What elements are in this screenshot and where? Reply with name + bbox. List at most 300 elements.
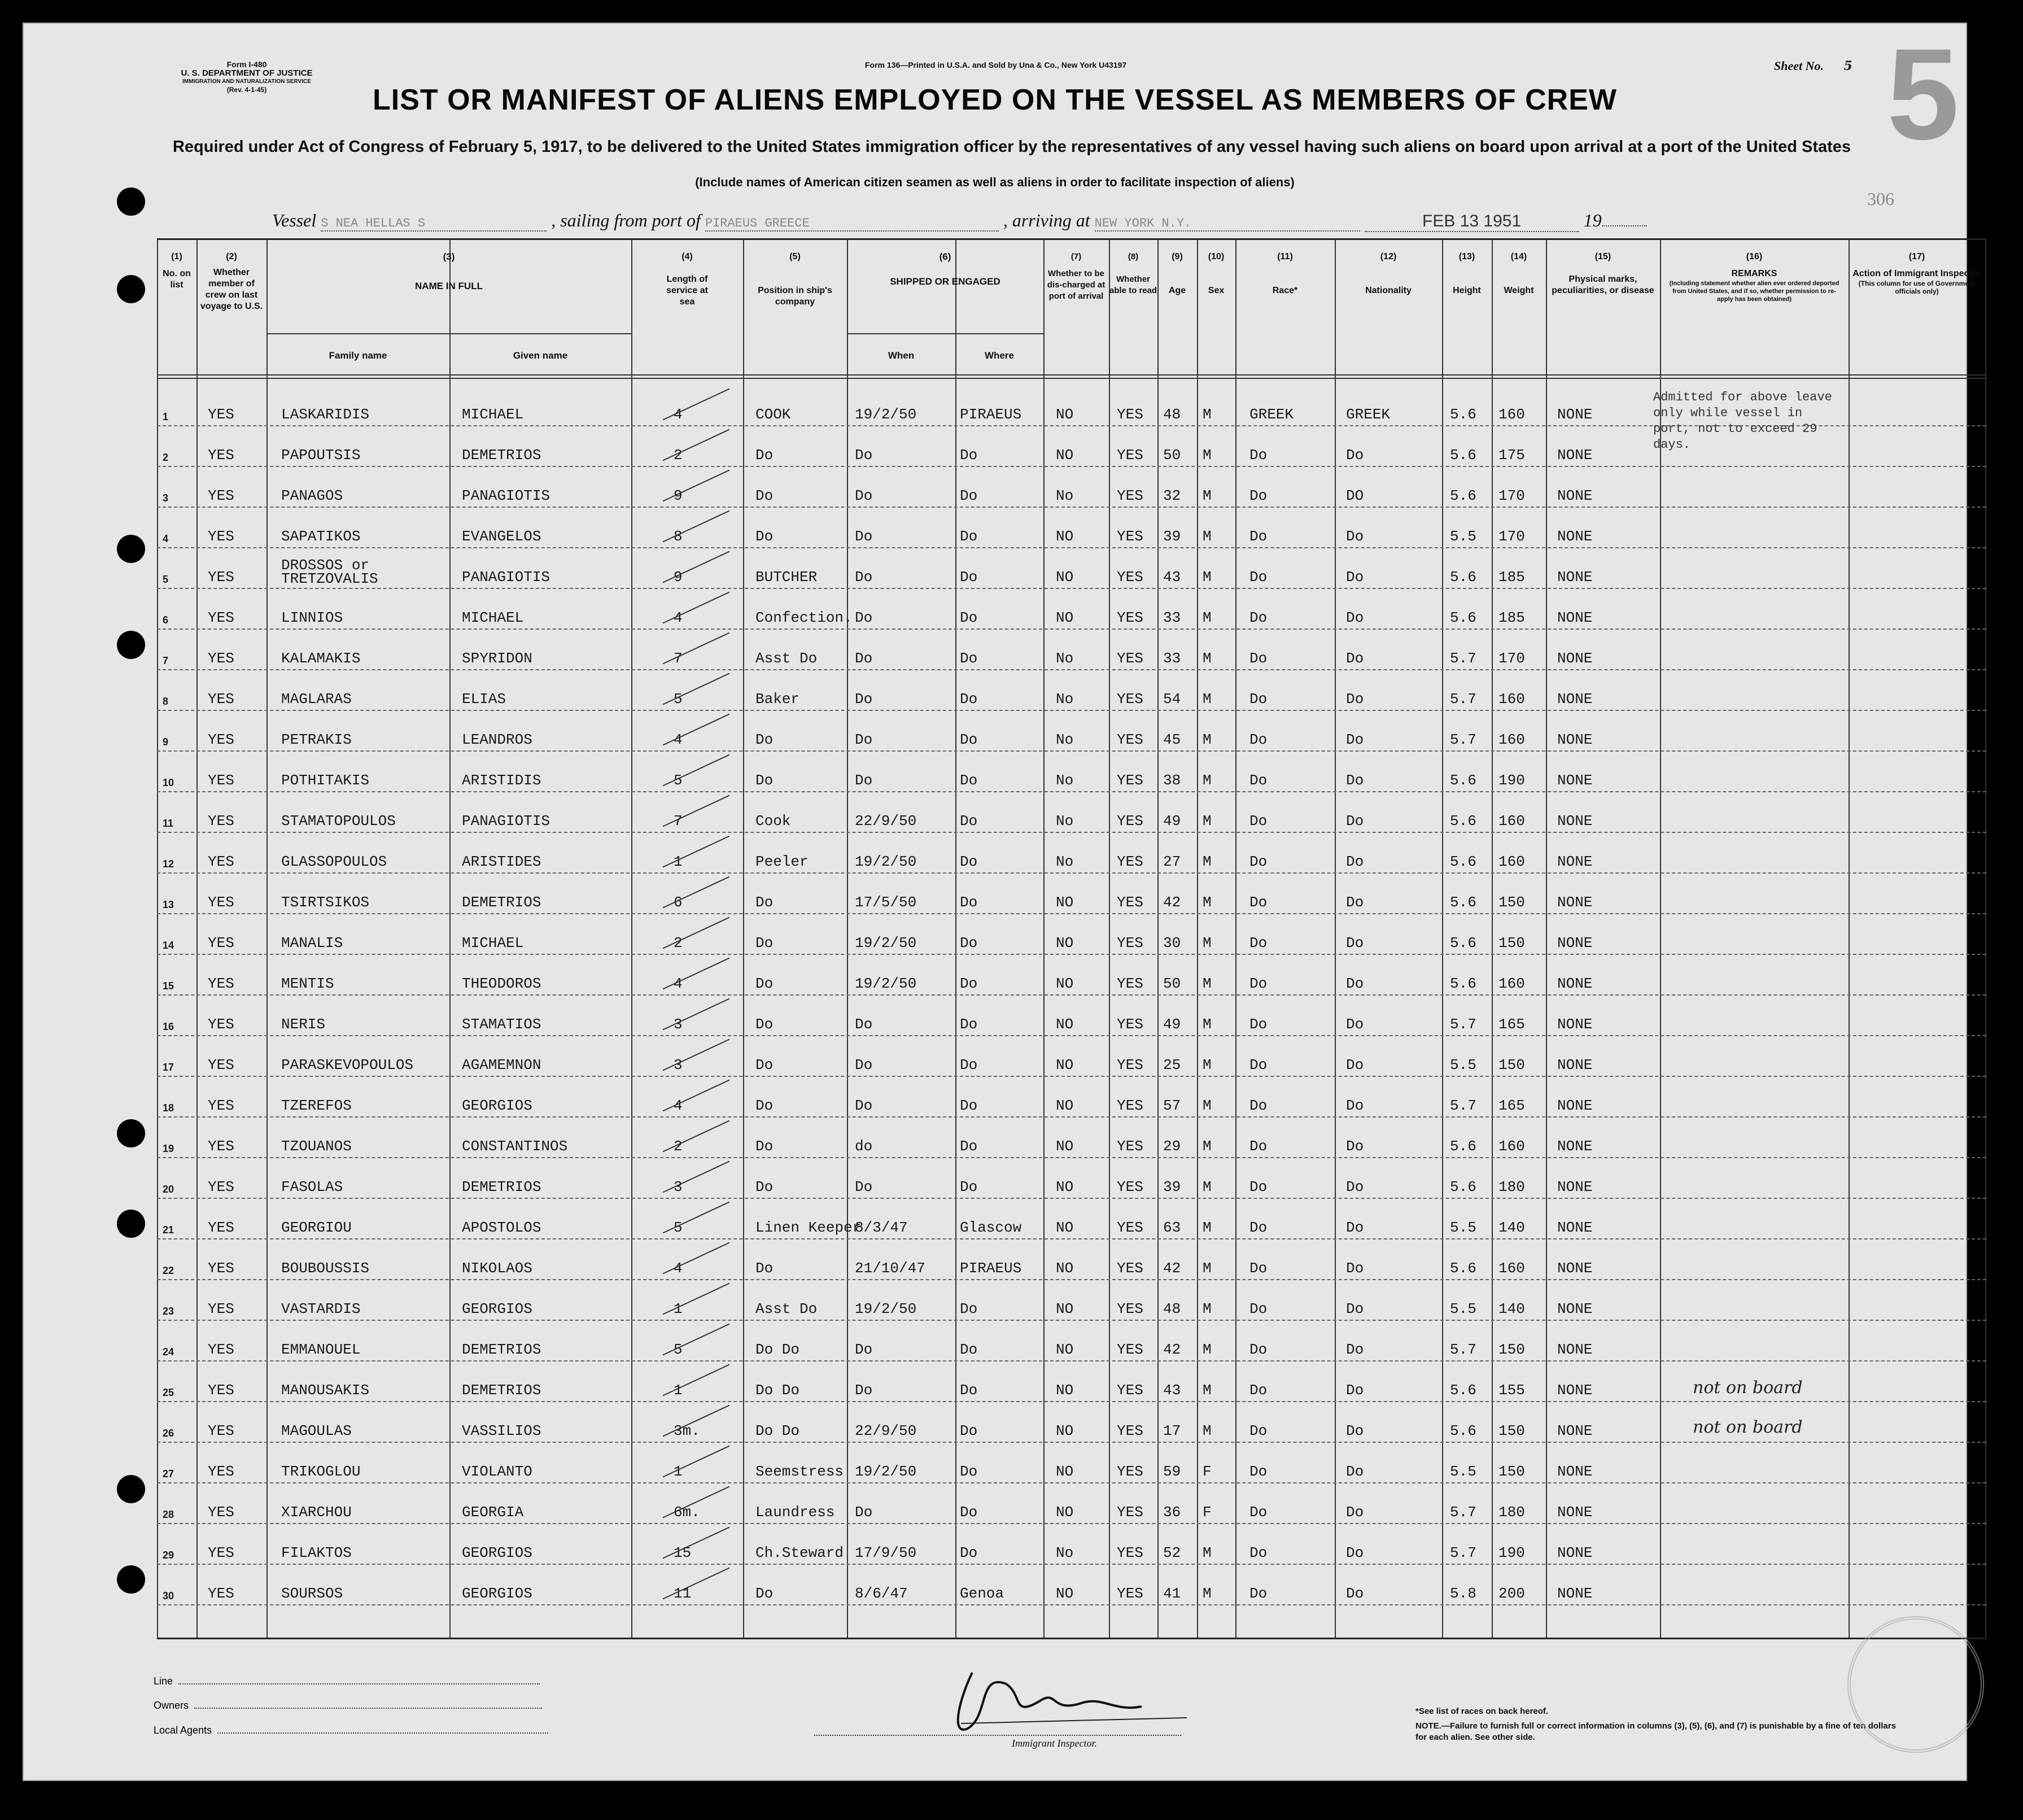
- given-name: ARISTIDIS: [462, 772, 541, 789]
- age: 52: [1163, 1544, 1181, 1561]
- able-to-read: YES: [1117, 487, 1143, 504]
- binder-hole: [117, 1565, 145, 1594]
- shipped-where: Do: [960, 569, 978, 586]
- crew-last-voyage: YES: [208, 813, 234, 830]
- col6a-header: When: [888, 350, 915, 361]
- pencil-check-mark: [663, 632, 730, 665]
- shipped-when: Do: [855, 1057, 873, 1073]
- able-to-read: YES: [1117, 1300, 1143, 1317]
- position: Asst Do: [755, 1300, 818, 1317]
- vessel-name: S NEA HELLAS S: [321, 216, 547, 232]
- binder-hole: [117, 275, 145, 303]
- crew-last-voyage: YES: [208, 731, 234, 748]
- position: Do: [755, 487, 774, 504]
- age: 43: [1163, 569, 1181, 586]
- length-of-service: 5: [674, 1341, 683, 1358]
- position: Do Do: [755, 1422, 800, 1439]
- shipped-when: Do: [855, 528, 873, 545]
- row-number: 8: [163, 696, 169, 707]
- given-name: AGAMEMNON: [462, 1057, 541, 1073]
- physical-marks: NONE: [1557, 1057, 1593, 1073]
- age: 27: [1163, 853, 1181, 870]
- arriving-port: NEW YORK N.Y.: [1095, 216, 1360, 232]
- nationality: Do: [1346, 1260, 1364, 1277]
- sex: M: [1203, 975, 1212, 992]
- weight: 200: [1498, 1585, 1525, 1602]
- age: 49: [1163, 813, 1181, 830]
- weight: 160: [1498, 853, 1525, 870]
- shipped-where: Do: [960, 1544, 978, 1561]
- table-row: [157, 549, 1986, 590]
- race: Do: [1249, 1422, 1268, 1439]
- weight: 150: [1498, 935, 1525, 952]
- physical-marks: NONE: [1557, 853, 1593, 870]
- race: Do: [1249, 569, 1268, 586]
- act-statement: Required under Act of Congress of February 5, 1917, to be delivered to the United States immigration officer by the representatives of any vessel having such aliens on board upon arrival at a port of the United States: [172, 138, 1851, 156]
- age: 50: [1163, 975, 1181, 992]
- sailing-port: PIRAEUS GREECE: [705, 216, 999, 232]
- pencil-check-mark: [663, 1161, 730, 1193]
- race: Do: [1249, 813, 1268, 830]
- weight: 140: [1498, 1219, 1525, 1236]
- age: 39: [1163, 1179, 1181, 1195]
- nationality: Do: [1346, 1504, 1364, 1521]
- family-name: VASTARDIS: [281, 1300, 361, 1317]
- sex: M: [1203, 935, 1212, 952]
- crew-last-voyage: YES: [208, 975, 234, 992]
- position: Do: [755, 528, 774, 545]
- race: Do: [1249, 1382, 1268, 1399]
- physical-marks: NONE: [1557, 1219, 1593, 1236]
- age: 42: [1163, 1260, 1181, 1277]
- discharged: NO: [1056, 935, 1074, 952]
- family-name: TRIKOGLOU: [281, 1463, 361, 1480]
- shipped-where: PIRAEUS: [960, 1260, 1022, 1277]
- physical-marks: NONE: [1557, 406, 1593, 423]
- department: U. S. DEPARTMENT OF JUSTICE: [181, 68, 313, 78]
- able-to-read: YES: [1117, 1382, 1143, 1399]
- shipped-when: Do: [855, 1179, 873, 1195]
- discharged: No: [1056, 691, 1074, 708]
- given-name: GEORGIOS: [462, 1585, 532, 1602]
- nationality: Do: [1346, 772, 1364, 789]
- sex: M: [1203, 528, 1212, 545]
- table-row: [157, 753, 1986, 793]
- vessel-label: Vessel: [272, 210, 317, 230]
- table-row: [157, 1525, 1986, 1566]
- race: Do: [1249, 1016, 1268, 1033]
- nationality: Do: [1346, 1382, 1364, 1399]
- crew-last-voyage: YES: [208, 1016, 234, 1033]
- inspector-signature: [927, 1650, 1232, 1752]
- pencil-check-mark: [663, 389, 730, 421]
- remark-row26: not on board: [1693, 1417, 1803, 1437]
- discharged: No: [1056, 650, 1074, 667]
- sex: M: [1203, 1138, 1212, 1155]
- row-number: 5: [163, 574, 169, 585]
- given-name: PANAGIOTIS: [462, 813, 550, 830]
- physical-marks: NONE: [1557, 813, 1593, 830]
- race: Do: [1249, 650, 1268, 667]
- col7-header: (7) Whether to be dis-charged at port of arrival: [1047, 252, 1106, 301]
- nationality: Do: [1346, 853, 1364, 870]
- length-of-service: 4: [674, 975, 683, 992]
- race: Do: [1249, 1585, 1268, 1602]
- race: Do: [1249, 1179, 1268, 1195]
- shipped-when: Do: [855, 1016, 873, 1033]
- family-name: MENTIS: [281, 975, 334, 992]
- arriving-label: , arriving at: [1003, 210, 1090, 230]
- height: 5.7: [1450, 731, 1476, 748]
- table-row: [157, 1037, 1986, 1078]
- length-of-service: 5: [674, 1219, 683, 1236]
- sex: M: [1203, 1341, 1212, 1358]
- consular-stamp: [1847, 1616, 1984, 1753]
- pencil-check-mark: [663, 876, 730, 909]
- table-row: [157, 1078, 1986, 1119]
- family-name: EMMANOUEL: [281, 1341, 361, 1358]
- pencil-check-mark: [663, 1120, 730, 1153]
- pencil-check-mark: [663, 958, 730, 990]
- physical-marks: NONE: [1557, 447, 1593, 464]
- shipped-when: Do: [855, 731, 873, 748]
- age: 29: [1163, 1138, 1181, 1155]
- printer-line: Form 136—Printed in U.S.A. and Sold by Una & Co., New York U43197: [865, 60, 1127, 69]
- col3-header: (3) NAME IN FULL: [415, 251, 483, 291]
- length-of-service: 4: [674, 731, 683, 748]
- col15-header: (15) Physical marks, peculiarities, or disease: [1552, 252, 1654, 295]
- length-of-service: 1: [674, 1463, 683, 1480]
- physical-marks: NONE: [1557, 731, 1593, 748]
- pencil-check-mark: [663, 836, 730, 868]
- weight: 140: [1498, 1300, 1525, 1317]
- length-of-service: 1: [674, 1300, 683, 1317]
- row-number: 10: [163, 777, 174, 788]
- table-row: [157, 1200, 1986, 1241]
- include-note: (Include names of American citizen seamen as well as aliens in order to facilitate inspection of aliens): [695, 175, 1295, 189]
- position: Ch.Steward: [755, 1544, 844, 1561]
- height: 5.6: [1450, 406, 1476, 423]
- weight: 160: [1498, 813, 1525, 830]
- height: 5.5: [1450, 528, 1476, 545]
- row-number: 14: [163, 940, 174, 951]
- given-name: MICHAEL: [462, 609, 524, 626]
- shipped-when: Do: [855, 487, 873, 504]
- able-to-read: YES: [1117, 1057, 1143, 1073]
- shipped-when: 19/2/50: [855, 935, 917, 952]
- shipped-when: 17/5/50: [855, 894, 917, 911]
- pencil-check-mark: [663, 998, 730, 1031]
- physical-marks: NONE: [1557, 691, 1593, 708]
- shipped-where: Do: [960, 1138, 978, 1155]
- nationality: Do: [1346, 935, 1364, 952]
- shipped-where: Do: [960, 772, 978, 789]
- physical-marks: NONE: [1557, 1504, 1593, 1521]
- position: Linen Keeper: [755, 1219, 862, 1236]
- discharged: NO: [1056, 609, 1074, 626]
- able-to-read: YES: [1117, 935, 1143, 952]
- race: Do: [1249, 1219, 1268, 1236]
- given-name: DEMETRIOS: [462, 447, 541, 464]
- nationality: Do: [1346, 1544, 1364, 1561]
- family-name: FILAKTOS: [281, 1544, 352, 1561]
- table-row: [157, 1241, 1986, 1281]
- shipped-when: Do: [855, 1097, 873, 1114]
- shipped-when: 19/2/50: [855, 853, 917, 870]
- col11-header: (11) Race*: [1272, 252, 1298, 295]
- given-name: DEMETRIOS: [462, 1179, 541, 1195]
- able-to-read: YES: [1117, 406, 1143, 423]
- shipped-when: 17/9/50: [855, 1544, 917, 1561]
- able-to-read: YES: [1117, 1504, 1143, 1521]
- length-of-service: 9: [674, 487, 683, 504]
- length-of-service: 4: [674, 609, 683, 626]
- able-to-read: YES: [1117, 650, 1143, 667]
- race: Do: [1249, 731, 1268, 748]
- crew-last-voyage: YES: [208, 772, 234, 789]
- weight: 160: [1498, 1138, 1525, 1155]
- nationality: Do: [1346, 447, 1364, 464]
- age: 50: [1163, 447, 1181, 464]
- sex: M: [1203, 1219, 1212, 1236]
- age: 63: [1163, 1219, 1181, 1236]
- height: 5.5: [1450, 1300, 1476, 1317]
- able-to-read: YES: [1117, 691, 1143, 708]
- nationality: DO: [1346, 487, 1364, 504]
- age: 49: [1163, 1016, 1181, 1033]
- sailing-label: , sailing from port of: [551, 210, 701, 230]
- nationality: Do: [1346, 894, 1364, 911]
- table-row: [157, 956, 1986, 997]
- shipped-where: Do: [960, 1016, 978, 1033]
- length-of-service: 15: [674, 1544, 692, 1561]
- discharged: NO: [1056, 528, 1074, 545]
- shipped-when: Do: [855, 569, 873, 586]
- crew-last-voyage: YES: [208, 1544, 234, 1561]
- given-name: SPYRIDON: [462, 650, 532, 667]
- weight: 150: [1498, 1341, 1525, 1358]
- discharged: NO: [1056, 1300, 1074, 1317]
- weight: 190: [1498, 772, 1525, 789]
- sex: F: [1203, 1504, 1212, 1521]
- nationality: Do: [1346, 1585, 1364, 1602]
- height: 5.7: [1450, 1016, 1476, 1033]
- page-title: LIST OR MANIFEST OF ALIENS EMPLOYED ON THE VESSEL AS MEMBERS OF CREW: [373, 84, 1617, 116]
- able-to-read: YES: [1117, 853, 1143, 870]
- sex: M: [1203, 1179, 1212, 1195]
- crew-last-voyage: YES: [208, 406, 234, 423]
- race: Do: [1249, 1260, 1268, 1277]
- crew-last-voyage: YES: [208, 487, 234, 504]
- family-name: LINNIOS: [281, 609, 343, 626]
- given-name: EVANGELOS: [462, 528, 541, 545]
- row-number: 29: [163, 1550, 174, 1561]
- shipped-where: Do: [960, 894, 978, 911]
- length-of-service: 3: [674, 1016, 683, 1033]
- pencil-check-mark: [663, 551, 730, 583]
- discharged: NO: [1056, 1097, 1074, 1114]
- given-name: ARISTIDES: [462, 853, 541, 870]
- pencil-check-mark: [663, 1324, 730, 1356]
- position: Do: [755, 1585, 774, 1602]
- position: BUTCHER: [755, 569, 818, 586]
- row-number: 6: [163, 614, 169, 626]
- able-to-read: YES: [1117, 1016, 1143, 1033]
- table-row: [157, 793, 1986, 834]
- nationality: Do: [1346, 691, 1364, 708]
- family-name: MAGOULAS: [281, 1422, 352, 1439]
- shipped-where: Genoa: [960, 1585, 1004, 1602]
- sex: M: [1203, 1300, 1212, 1317]
- crew-last-voyage: YES: [208, 1422, 234, 1439]
- age: 42: [1163, 1341, 1181, 1358]
- sex: M: [1203, 609, 1212, 626]
- stamp-number: 306: [1867, 189, 1894, 209]
- position: Do: [755, 894, 774, 911]
- weight: 160: [1498, 975, 1525, 992]
- height: 5.5: [1450, 1219, 1476, 1236]
- position: Do: [755, 1057, 774, 1073]
- weight: 180: [1498, 1179, 1525, 1195]
- length-of-service: 3m.: [674, 1422, 700, 1439]
- sex: M: [1203, 772, 1212, 789]
- pencil-check-mark: [663, 1080, 730, 1112]
- shipped-when: 8/6/47: [855, 1585, 908, 1602]
- shipped-where: Do: [960, 447, 978, 464]
- shipped-when: 21/10/47: [855, 1260, 925, 1277]
- race: Do: [1249, 1138, 1268, 1155]
- shipped-when: 8/3/47: [855, 1219, 908, 1236]
- weight: 150: [1498, 1422, 1525, 1439]
- crew-last-voyage: YES: [208, 1463, 234, 1480]
- height: 5.6: [1450, 853, 1476, 870]
- col2-header: (2) Whether member of crew on last voyage to U.S.: [200, 252, 263, 311]
- length-of-service: 4: [674, 406, 683, 423]
- able-to-read: YES: [1117, 528, 1143, 545]
- given-name: ELIAS: [462, 691, 506, 708]
- crew-last-voyage: YES: [208, 1585, 234, 1602]
- height: 5.8: [1450, 1585, 1476, 1602]
- row-number: 28: [163, 1509, 174, 1520]
- position: Seemstress: [755, 1463, 844, 1480]
- race: Do: [1249, 853, 1268, 870]
- footer-agents-label: Local Agents: [154, 1725, 548, 1736]
- weight: 170: [1498, 650, 1525, 667]
- family-name: XIARCHOU: [281, 1504, 352, 1521]
- sex: M: [1203, 650, 1212, 667]
- position: Baker: [755, 691, 800, 708]
- row-number: 3: [163, 492, 169, 504]
- sheet-big-number: 5: [1887, 21, 1959, 167]
- weight: 185: [1498, 609, 1525, 626]
- row-number: 2: [163, 452, 169, 463]
- row-number: 22: [163, 1265, 174, 1276]
- crew-last-voyage: YES: [208, 1138, 234, 1155]
- col17-header: (17) Action of Immigrant Inspector (This column for use of Government officials only): [1852, 252, 1981, 295]
- footer-owners-label: Owners: [154, 1700, 542, 1712]
- height: 5.6: [1450, 1260, 1476, 1277]
- family-name: MANOUSAKIS: [281, 1382, 370, 1399]
- shipped-where: Do: [960, 1341, 978, 1358]
- nationality: Do: [1346, 569, 1364, 586]
- nationality: Do: [1346, 1341, 1364, 1358]
- height: 5.7: [1450, 650, 1476, 667]
- race: Do: [1249, 528, 1268, 545]
- age: 54: [1163, 691, 1181, 708]
- age: 25: [1163, 1057, 1181, 1073]
- row-number: 16: [163, 1021, 174, 1032]
- nationality: Do: [1346, 1057, 1364, 1073]
- col5-header: (5) Position in ship's company: [758, 252, 832, 307]
- nationality: Do: [1346, 528, 1364, 545]
- length-of-service: 2: [674, 935, 683, 952]
- row-number: 9: [163, 736, 169, 748]
- pencil-check-mark: [663, 1039, 730, 1071]
- length-of-service: 2: [674, 447, 683, 464]
- given-name: VASSILIOS: [462, 1422, 541, 1439]
- age: 32: [1163, 487, 1181, 504]
- sheet-label: Sheet No. 5: [1774, 59, 1852, 73]
- pencil-check-mark: [663, 1446, 730, 1478]
- age: 57: [1163, 1097, 1181, 1114]
- length-of-service: 3: [674, 1179, 683, 1195]
- pencil-check-mark: [663, 429, 730, 461]
- height: 5.7: [1450, 1097, 1476, 1114]
- discharged: No: [1056, 772, 1074, 789]
- discharged: NO: [1056, 1585, 1074, 1602]
- able-to-read: YES: [1117, 731, 1143, 748]
- height: 5.7: [1450, 691, 1476, 708]
- nationality: Do: [1346, 609, 1364, 626]
- family-name: FASOLAS: [281, 1179, 343, 1195]
- given-name: STAMATIOS: [462, 1016, 541, 1033]
- nationality: Do: [1346, 1463, 1364, 1480]
- shipped-where: Do: [960, 1300, 978, 1317]
- table-row: [157, 1485, 1986, 1525]
- position: Laundress: [755, 1504, 835, 1521]
- sex: M: [1203, 406, 1212, 423]
- weight: 150: [1498, 1057, 1525, 1073]
- physical-marks: NONE: [1557, 935, 1593, 952]
- length-of-service: 4: [674, 1097, 683, 1114]
- nationality: Do: [1346, 650, 1364, 667]
- weight: 185: [1498, 569, 1525, 586]
- nationality: Do: [1346, 1138, 1364, 1155]
- table-row: [157, 997, 1986, 1037]
- discharged: NO: [1056, 1016, 1074, 1033]
- crew-last-voyage: YES: [208, 650, 234, 667]
- col1-header: (1) No. on list: [163, 252, 191, 290]
- vessel-row: [272, 210, 1647, 232]
- shipped-when: Do: [855, 1382, 873, 1399]
- given-name: MICHAEL: [462, 406, 524, 423]
- crew-last-voyage: YES: [208, 894, 234, 911]
- physical-marks: NONE: [1557, 1422, 1593, 1439]
- family-name: PETRAKIS: [281, 731, 352, 748]
- sex: M: [1203, 731, 1212, 748]
- weight: 160: [1498, 731, 1525, 748]
- discharged: NO: [1056, 894, 1074, 911]
- position: Cook: [755, 813, 791, 830]
- discharged: NO: [1056, 1138, 1074, 1155]
- row-number: 13: [163, 899, 174, 910]
- row-number: 30: [163, 1590, 174, 1601]
- physical-marks: NONE: [1557, 1300, 1593, 1317]
- race: Do: [1249, 447, 1268, 464]
- shipped-where: Do: [960, 853, 978, 870]
- discharged: NO: [1056, 1422, 1074, 1439]
- col4-header: (4) Length of service at sea: [666, 252, 708, 307]
